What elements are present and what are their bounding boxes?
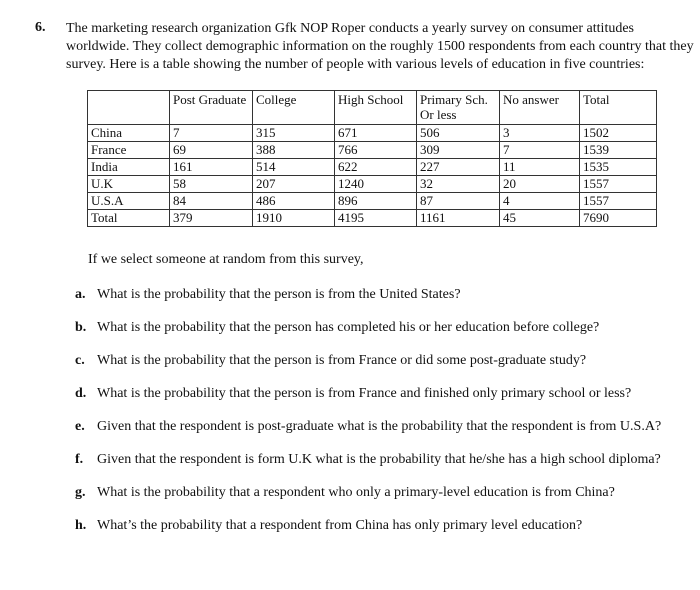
table-cell: 7690	[580, 210, 657, 227]
sub-question-text: What is the probability that the person is from the United States?	[97, 287, 461, 302]
table-cell: 20	[500, 176, 580, 193]
sub-question-e	[75, 419, 661, 435]
table-cell: 896	[335, 193, 417, 210]
table-cell: 486	[253, 193, 335, 210]
sub-question-f	[75, 452, 661, 468]
table-cell: 671	[335, 125, 417, 142]
sub-question-text: What is the probability that the person is from France or did some post-graduate study?	[97, 353, 587, 368]
table-cell: 1557	[580, 193, 657, 210]
table-cell: 4	[500, 193, 580, 210]
question-number: 6.	[35, 20, 46, 35]
sub-question-h	[75, 518, 582, 534]
table-cell: 1161	[417, 210, 500, 227]
table-cell: France	[88, 142, 170, 159]
sub-question-a	[75, 287, 461, 303]
table-row-total	[88, 210, 657, 227]
table-cell: U.S.A	[88, 193, 170, 210]
table-cell: 32	[417, 176, 500, 193]
table-cell: 207	[253, 176, 335, 193]
table-cell: 87	[417, 193, 500, 210]
question-text: The marketing research organization Gfk NOP Roper conducts a yearly survey on consumer attitudes worldwide. They collect demographic information on the roughly 1500 respondents from each country that they survey. Here is a table showing the number of people with various levels of education in five countries:	[66, 21, 694, 72]
sub-question-text: What is the probability that the person has completed his or her education before college?	[97, 320, 600, 335]
sub-question-text: What is the probability that the person is from France and finished only primary school or less?	[97, 386, 632, 401]
sub-question-text: Given that the respondent is form U.K what is the probability that he/she has a high school diploma?	[97, 452, 661, 467]
table-cell: 766	[335, 142, 417, 159]
sub-question-label: c.	[75, 353, 85, 368]
table-cell: 1539	[580, 142, 657, 159]
sub-question-label: a.	[75, 287, 86, 302]
table-cell: 58	[170, 176, 253, 193]
sub-question-label: e.	[75, 419, 85, 434]
intro-text: If we select someone at random from this survey,	[88, 252, 364, 267]
sub-question-d	[75, 386, 631, 402]
table-cell: 622	[335, 159, 417, 176]
table-cell: 506	[417, 125, 500, 142]
table-cell: 227	[417, 159, 500, 176]
table-cell: 315	[253, 125, 335, 142]
table-cell: 4195	[335, 210, 417, 227]
table-cell: 1557	[580, 176, 657, 193]
table-cell: 388	[253, 142, 335, 159]
table-cell: 1910	[253, 210, 335, 227]
table-cell: 7	[170, 125, 253, 142]
education-table	[87, 90, 657, 227]
table-cell: India	[88, 159, 170, 176]
table-cell: 1535	[580, 159, 657, 176]
sub-question-g	[75, 485, 615, 501]
table-row	[88, 142, 657, 159]
table-cell: 7	[500, 142, 580, 159]
sub-question-b	[75, 320, 599, 336]
header-cell: Total	[580, 91, 657, 125]
sub-question-label: d.	[75, 386, 87, 401]
sub-question-text: What’s the probability that a respondent from China has only primary level education?	[97, 518, 583, 533]
header-cell: High School	[335, 91, 417, 125]
sub-question-text: What is the probability that a respondent who only a primary-level education is from China?	[97, 485, 615, 500]
sub-question-label: f.	[75, 452, 84, 467]
table-row	[88, 193, 657, 210]
table-cell: 309	[417, 142, 500, 159]
sub-question-label: g.	[75, 485, 86, 500]
table-cell: 379	[170, 210, 253, 227]
header-cell: Primary Sch. Or less	[417, 91, 500, 125]
table-cell: 3	[500, 125, 580, 142]
sub-question-label: h.	[75, 518, 87, 533]
table-cell: 69	[170, 142, 253, 159]
table-cell: 514	[253, 159, 335, 176]
header-cell: No answer	[500, 91, 580, 125]
header-cell	[88, 91, 170, 125]
sub-question-label: b.	[75, 320, 87, 335]
table-row	[88, 176, 657, 193]
table-cell: U.K	[88, 176, 170, 193]
table-cell: 11	[500, 159, 580, 176]
table-row	[88, 125, 657, 142]
sub-question-c	[75, 353, 586, 369]
table-cell: 1240	[335, 176, 417, 193]
table-cell: China	[88, 125, 170, 142]
table-cell: 1502	[580, 125, 657, 142]
sub-question-text: Given that the respondent is post-graduate what is the probability that the respondent is from U.S.A?	[97, 419, 662, 434]
table-row	[88, 159, 657, 176]
table-header-row	[88, 91, 657, 125]
table-cell: 45	[500, 210, 580, 227]
header-cell: College	[253, 91, 335, 125]
table-cell: 84	[170, 193, 253, 210]
header-cell: Post Graduate	[170, 91, 253, 125]
table-cell: Total	[88, 210, 170, 227]
table-cell: 161	[170, 159, 253, 176]
